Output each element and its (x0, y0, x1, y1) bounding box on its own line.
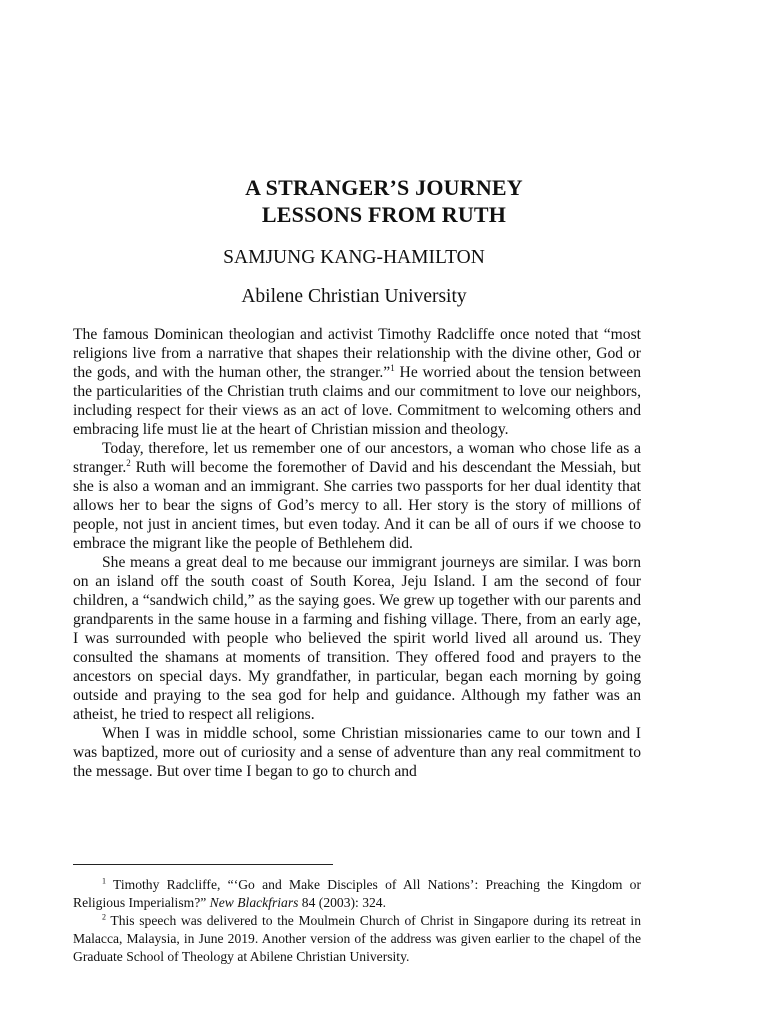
paragraph-1: The famous Dominican theologian and activist Timothy Radcliffe once noted that “most religions live from a narrative that shapes their relationship with the divine other, God or the gods, and with the human other, the stranger.”$^1$ He worried about the tension between the particularities of the Christian truth claims and our commitment to love our neighbors, including respect for their views as an act of love. Commitment to welcoming others and embracing life must lie at the heart of Christian mission and theology. (73, 326, 642, 438)
article-body (73, 325, 641, 781)
footnote-ref-1: 1 (390, 362, 395, 373)
author-affiliation: Abilene Christian University (241, 286, 467, 307)
footnote-1: $^1$ Timothy Radcliffe, “‘Go and Make Disciples of All Nations’: Preaching the Kingdom or Religious Imperialism?” New Blackfriars 84 (2003): 324. (73, 876, 641, 910)
paragraph-3: She means a great deal to me because our immigrant journeys are similar. I was born on an island off the south coast of South Korea, Jeju Island. I am the second of four children, a “sandwich child,” as the saying goes. We grew up together with our parents and grandparents in the same house in a farming and fishing village. There, from an early age, I was surrounded with people who believed the spirit world lived all around us. They consulted the shamans at moments of transition. They offered food and prayers to the ancestors on special days. My grandfather, in particular, began each morning by going outside and praying to the sea god for help and guidance. Although my father was an atheist, he tried to respect all religions. (73, 554, 641, 723)
author-name: SAMJUNG KANG-HAMILTON (223, 247, 485, 268)
title-line-1: A STRANGER’S JOURNEY (245, 175, 523, 200)
article-title (0, 174, 768, 228)
paragraph-2: Today, therefore, let us remember one of our ancestors, a woman who chose life as a stranger.$^2$ Ruth will become the foremother of David and his descendant the Messiah, but she is also a woman and an immigrant. She carries two passports for her dual identity that allows her to bear the signs of God’s mercy to all. Her story is the story of millions of people, not just in ancient times, but even today. And it can be all of ours if we choose to embrace the migrant like the people of Bethlehem did. (73, 440, 641, 552)
title-line-2: LESSONS FROM RUTH (261, 202, 507, 227)
footnote-2: $^2$ This speech was delivered to the Moulmein Church of Christ in Singapore during its retreat in Malacca, Malaysia, in June 2019. Another version of the address was given earlier to the chapel of the Graduate School of Theology at Abilene Christian University. (73, 912, 641, 964)
paragraph-4: When I was in middle school, some Christian missionaries came to our town and I was baptized, more out of curiosity and a sense of adventure than any real commitment to the message. But over time I began to go to church and (73, 725, 641, 780)
footnote-ref-2: 2 (126, 457, 131, 468)
footnotes (73, 876, 641, 966)
footnote-divider (73, 864, 333, 865)
